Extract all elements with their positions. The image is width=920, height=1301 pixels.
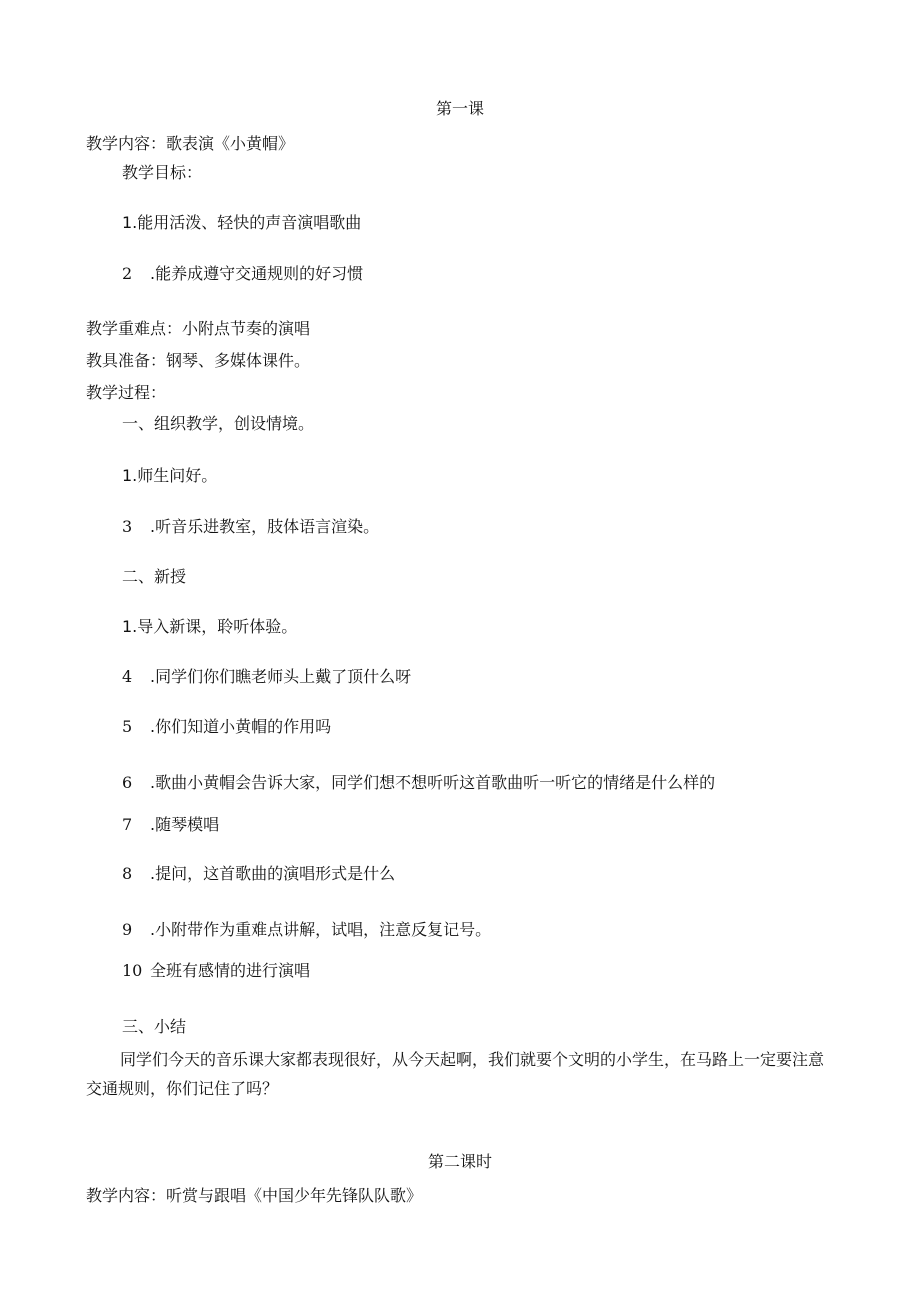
section-1-heading: 一、组织教学，创设情境。 <box>122 414 315 433</box>
summary-text: 同学们今天的音乐课大家都表现很好，从今天起啊，我们就要个文明的小学生，在马路上一定要注意交通规则，你们记住了吗？ <box>86 1050 825 1098</box>
section-2-heading: 二、新授 <box>122 567 187 586</box>
goal-item-2-number: 2 <box>122 264 133 283</box>
section-2-item-number: 6 <box>122 773 133 792</box>
section-3-heading: 三、小结 <box>122 1017 187 1036</box>
goals-heading: 教学目标： <box>122 163 203 182</box>
section-2-item-text: .小附带作为重难点讲解，试唱，注意反复记号。 <box>150 920 492 939</box>
goal-item-1: 1.能用活泼、轻快的声音演唱歌曲 <box>122 213 362 232</box>
materials: 教具准备：钢琴、多媒体课件。 <box>86 351 311 370</box>
section-2-item-number: 8 <box>122 864 133 883</box>
section-2-item-number: 5 <box>122 717 133 736</box>
section-2-item-text: 全班有感情的进行演唱 <box>150 961 311 980</box>
key-points: 教学重难点：小附点节奏的演唱 <box>86 319 311 338</box>
section-2-item-text: .歌曲小黄帽会告诉大家，同学们想不想听听这首歌曲听一听它的情绪是什么样的 <box>150 773 716 792</box>
section-2-item-text: .同学们你们瞧老师头上戴了顶什么呀 <box>150 667 412 686</box>
section-1-item-2-text: .听音乐进教室，肢体语言渲染。 <box>150 517 380 536</box>
section-2-item <box>122 666 411 688</box>
section-2-item <box>122 814 219 836</box>
goal-item-2-text: .能养成遵守交通规则的好习惯 <box>150 264 364 283</box>
section-2-item-number: 7 <box>122 815 133 834</box>
section-1-item-2 <box>122 516 379 538</box>
process-heading: 教学过程： <box>86 383 167 402</box>
lesson1-title: 第一课 <box>435 99 484 118</box>
lesson2-title: 第二课时 <box>427 1152 492 1171</box>
section-2-item <box>122 772 715 794</box>
section-2-item-number: 9 <box>122 920 133 939</box>
section-2-item-text: .提问，这首歌曲的演唱形式是什么 <box>150 864 396 883</box>
lesson1-content: 教学内容：歌表演《小黄帽》 <box>86 134 295 153</box>
goal-item-2 <box>122 263 363 285</box>
section-1-item-2-number: 3 <box>122 517 133 536</box>
section-2-item-number: 4 <box>122 667 133 686</box>
section-1-item-1: 1.师生问好。 <box>122 466 218 485</box>
summary-paragraph <box>86 1045 826 1103</box>
section-2-item <box>122 919 491 941</box>
section-2-item-text: .随琴模唱 <box>150 815 220 834</box>
section-2-item-number: 10 <box>122 961 143 980</box>
section-2-item <box>122 960 310 982</box>
lesson2-content: 教学内容：听赏与跟唱《中国少年先锋队队歌》 <box>86 1186 423 1205</box>
section-2-item-text: .你们知道小黄帽的作用吗 <box>150 717 332 736</box>
section-2-item <box>122 863 395 885</box>
section-2-item <box>122 716 331 738</box>
section-2-item-1: 1.导入新课，聆听体验。 <box>122 617 298 636</box>
